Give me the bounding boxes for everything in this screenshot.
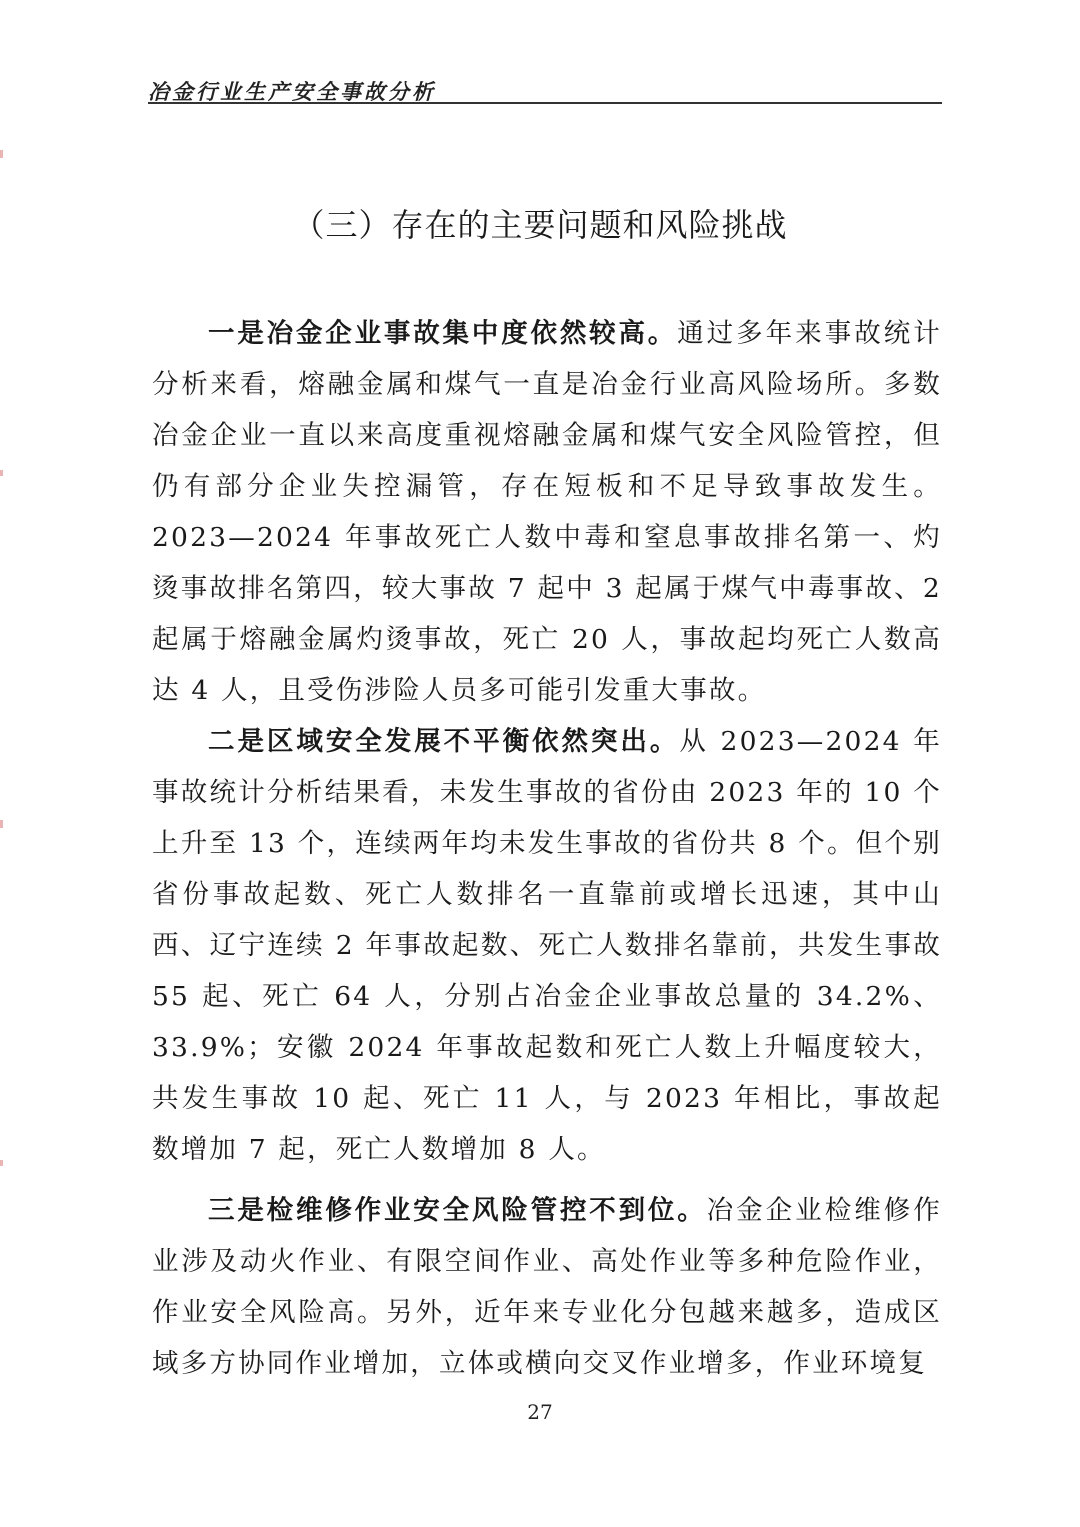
paragraph-2-text: 从 2023—2024 年事故统计分析结果看，未发生事故的省份由 2023 年的 10 个上升至 13 个，连续两年均未发生事故的省份共 8 个。但个别省份事故起数、死亡人数排名一直靠前或增长迅速，其中山西、辽宁连续 2 年事故起数、死亡人数排名靠前，共发生事故 55 起、死亡 64 人，分别占冶金企业事故总量的 34.2%、33.9%；安徽 2024 年事故起数和死亡人数上升幅度较大，共发生事故 10 起、死亡 11 人，与 2023 年相比，事故起数增加 7 起，死亡人数增加 8 人。 bbox=[152, 726, 943, 1165]
body-text bbox=[152, 308, 942, 1389]
paragraph-3-lead: 三是检维修作业安全风险管控不到位。 bbox=[208, 1195, 707, 1226]
section-heading: （三）存在的主要问题和风险挑战 bbox=[292, 206, 788, 244]
paragraph-1-text: 通过多年来事故统计分析来看，熔融金属和煤气一直是冶金行业高风险场所。多数冶金企业一直以来高度重视熔融金属和煤气安全风险管控，但仍有部分企业失控漏管，存在短板和不足导致事故发生。2023—2024 年事故死亡人数中毒和窒息事故排名第一、灼烫事故排名第四，较大事故 7 起中 3 起属于煤气中毒事故、2 起属于熔融金属灼烫事故，死亡 20 人，事故起均死亡人数高达 4 人，且受伤涉险人员多可能引发重大事故。 bbox=[152, 318, 942, 706]
scan-edge-mark bbox=[0, 1160, 3, 1166]
scan-edge-mark bbox=[0, 470, 3, 476]
page-header bbox=[148, 70, 942, 104]
page-number: 27 bbox=[527, 1400, 553, 1424]
paragraph-3 bbox=[152, 1185, 942, 1389]
paragraph-1-lead: 一是冶金企业事故集中度依然较高。 bbox=[208, 318, 678, 349]
paragraph-2-lead: 二是区域安全发展不平衡依然突出。 bbox=[208, 726, 680, 757]
paragraph-3-text: 冶金企业检维修作业涉及动火作业、有限空间作业、高处作业等多种危险作业，作业安全风险高。另外，近年来专业化分包越来越多，造成区域多方协同作业增加，立体或横向交叉作业增多，作业环境复 bbox=[152, 1195, 942, 1379]
paragraph-2 bbox=[152, 716, 942, 1175]
running-header-title: 冶金行业生产安全事故分析 bbox=[148, 80, 436, 104]
paragraph-1 bbox=[152, 308, 942, 716]
header-divider bbox=[148, 102, 942, 104]
scan-edge-mark bbox=[0, 820, 3, 828]
scan-edge-mark bbox=[0, 150, 3, 158]
